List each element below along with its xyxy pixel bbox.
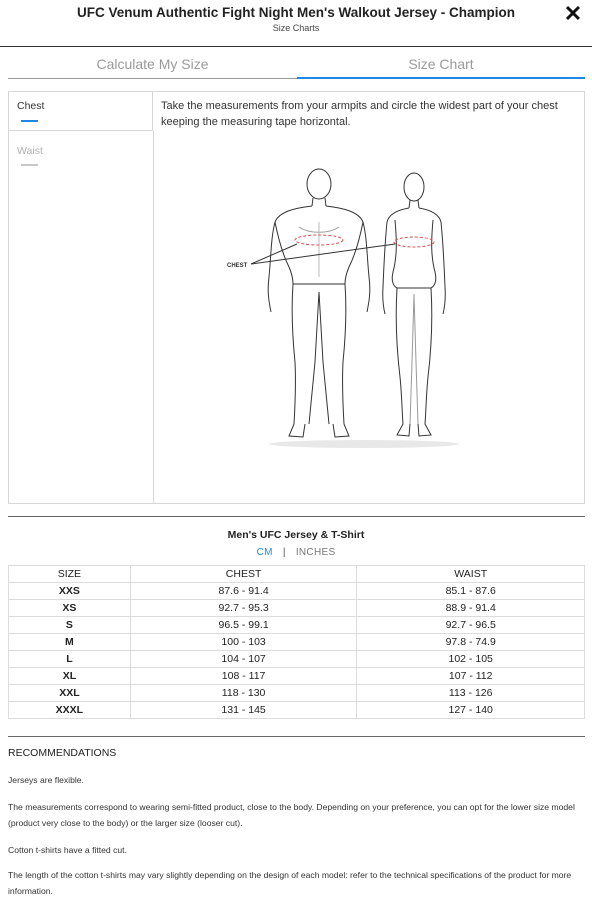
chest-cell: 104 - 107	[130, 651, 357, 668]
waist-cell: 107 - 112	[357, 668, 585, 685]
chest-cell: 96.5 - 99.1	[130, 617, 357, 634]
chest-cell: 131 - 145	[130, 702, 357, 719]
column-header-size: SIZE	[9, 566, 131, 583]
table-row	[9, 583, 585, 600]
waist-cell: 113 - 126	[357, 685, 585, 702]
table-row	[9, 702, 585, 719]
size-tabs	[8, 50, 585, 79]
recommendation-paragraph: The length of the cotton t-shirts may vary slightly depending on the design of each model: refer to the technical specifications of the product for more information.	[8, 870, 572, 896]
size-cell: S	[9, 617, 131, 634]
active-indicator	[21, 120, 38, 122]
unit-toggle	[0, 547, 592, 558]
modal-header	[0, 0, 592, 47]
chest-cell: 100 - 103	[130, 634, 357, 651]
size-chart-title: Men's UFC Jersey & T-Shirt	[227, 529, 365, 541]
size-cell: XL	[9, 668, 131, 685]
table-header-row	[9, 566, 585, 583]
nav-item-label: Chest	[17, 100, 45, 112]
size-cell: XS	[9, 600, 131, 617]
recommendations-heading: RECOMMENDATIONS	[8, 747, 117, 759]
measurement-instruction: Take the measurements from your armpits and circle the widest part of your chest keeping the measuring tape horizontal.	[161, 100, 558, 128]
unit-cm-option[interactable]: CM	[256, 547, 273, 558]
size-cell: XXXL	[9, 702, 131, 719]
column-header-chest: CHEST	[130, 566, 357, 583]
unit-inches-option[interactable]: INCHES	[295, 547, 336, 558]
nav-item-label: Waist	[17, 145, 43, 157]
size-cell: XXS	[9, 583, 131, 600]
chest-cell: 118 - 130	[130, 685, 357, 702]
chest-cell: 87.6 - 91.4	[130, 583, 357, 600]
tab-size-chart[interactable]: Size Chart	[297, 50, 585, 79]
size-cell: XXL	[9, 685, 131, 702]
nav-item-waist[interactable]	[9, 137, 153, 175]
table-row	[9, 617, 585, 634]
table-row	[9, 651, 585, 668]
size-cell: L	[9, 651, 131, 668]
section-divider	[8, 516, 585, 517]
chest-cell: 108 - 117	[130, 668, 357, 685]
chest-figure-label: CHEST	[227, 263, 248, 269]
nav-divider	[153, 131, 154, 503]
table-row	[9, 685, 585, 702]
body-measurement-illustration	[209, 162, 469, 452]
waist-cell: 88.9 - 91.4	[357, 600, 585, 617]
size-cell: M	[9, 634, 131, 651]
chest-cell: 92.7 - 95.3	[130, 600, 357, 617]
size-chart-table	[8, 565, 585, 719]
section-divider	[8, 736, 585, 737]
modal-subtitle: Size Charts	[272, 23, 320, 33]
waist-cell: 127 - 140	[357, 702, 585, 719]
inactive-indicator	[21, 164, 38, 166]
product-title: UFC Venum Authentic Fight Night Men's Walkout Jersey - Champion	[77, 5, 515, 20]
nav-item-chest[interactable]	[9, 92, 153, 131]
unit-separator: |	[282, 547, 286, 558]
recommendation-paragraph: Cotton t-shirts have a fitted cut.	[8, 845, 127, 855]
column-header-waist: WAIST	[357, 566, 585, 583]
waist-cell: 92.7 - 96.5	[357, 617, 585, 634]
waist-cell: 102 - 105	[357, 651, 585, 668]
measurement-panel	[8, 91, 585, 504]
table-row	[9, 600, 585, 617]
tab-calculate-my-size[interactable]: Calculate My Size	[96, 56, 209, 72]
measurement-nav	[9, 92, 153, 503]
waist-cell: 97.8 - 74.9	[357, 634, 585, 651]
recommendation-paragraph: Jerseys are flexible.	[8, 775, 84, 785]
table-row	[9, 668, 585, 685]
recommendation-paragraph: The measurements correspond to wearing semi-fitted product, close to the body. Depending on your preference, you can opt for the lower size model (product very close to the body) or the larger size (looser cut).	[8, 802, 575, 828]
table-row	[9, 634, 585, 651]
close-icon[interactable]: ✕	[563, 1, 583, 26]
waist-cell: 85.1 - 87.6	[357, 583, 585, 600]
